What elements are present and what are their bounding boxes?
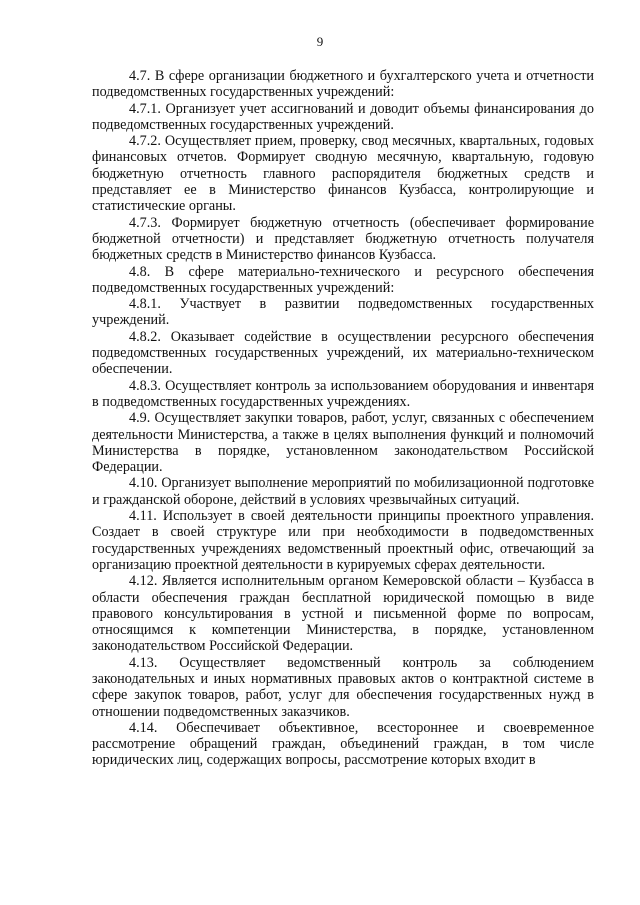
paragraph-4-8: 4.8. В сфере материально-технического и ресурсного обеспечения подведомственных государственных учреждений:	[92, 263, 594, 296]
paragraph-4-7-2: 4.7.2. Осуществляет прием, проверку, свод месячных, квартальных, годовых финансовых отчетов. Формирует сводную месячную, квартальную, годовую бюджетную отчетность главного распорядителя бюджетных средств и представляет ее в Министерство финансов Кузбасса, контролирующие и статистические органы.	[92, 133, 594, 215]
paragraph-4-8-2: 4.8.2. Оказывает содействие в осуществлении ресурсного обеспечения подведомственных государственных учреждений, их материально-техническом обеспечении.	[92, 328, 594, 378]
paragraph-4-8-3: 4.8.3. Осуществляет контроль за использованием оборудования и инвентаря в подведомственных государственных учреждениях.	[92, 377, 594, 410]
paragraph-4-14: 4.14. Обеспечивает объективное, всестороннее и своевременное рассмотрение обращений граждан, объединений граждан, в том числе юридических лиц, содержащих вопросы, рассмотрение которых входит в	[92, 719, 594, 769]
paragraph-4-12: 4.12. Является исполнительным органом Кемеровской области – Кузбасса в области обеспечения граждан бесплатной юридической помощью в виде правового консультирования в устной и письменной форме по вопросам, относящимся к компетенции Министерства, в порядке, установленном законодательством Российской Федерации.	[92, 573, 594, 655]
paragraph-4-7-1: 4.7.1. Организует учет ассигнований и доводит объемы финансирования до подведомственных государственных учреждений.	[92, 100, 594, 133]
paragraph-4-11: 4.11. Использует в своей деятельности принципы проектного управления. Создает в своей структуре или при необходимости в подведомственных государственных учреждениях ведомственный проектный офис, отвечающий за организацию проектной деятельности в курируемых сферах деятельности.	[92, 508, 594, 573]
document-body	[92, 68, 594, 769]
page-number: 9	[316, 34, 324, 49]
paragraph-4-7-3: 4.7.3. Формирует бюджетную отчетность (обеспечивает формирование бюджетной отчетности) и представляет бюджетную отчетность получателя бюджетных средств в Министерство финансов Кузбасса.	[92, 214, 594, 264]
paragraph-4-8-1: 4.8.1. Участвует в развитии подведомственных государственных учреждений.	[92, 296, 594, 329]
paragraph-4-9: 4.9. Осуществляет закупки товаров, работ, услуг, связанных с обеспечением деятельности Министерства, а также в целях выполнения функций и полномочий Министерства в порядке, установленном законодательством Российской Федерации.	[92, 410, 594, 476]
paragraph-4-7: 4.7. В сфере организации бюджетного и бухгалтерского учета и отчетности подведомственных государственных учреждений:	[92, 68, 594, 101]
paragraph-4-10: 4.10. Организует выполнение мероприятий по мобилизационной подготовке и гражданской обороне, действий в условиях чрезвычайных ситуаций.	[92, 475, 594, 508]
paragraph-4-13: 4.13. Осуществляет ведомственный контроль за соблюдением законодательных и иных нормативных правовых актов о контрактной системе в сфере закупок товаров, работ, услуг для обеспечения государственных нужд в отношении подведомственных заказчиков.	[92, 654, 594, 720]
